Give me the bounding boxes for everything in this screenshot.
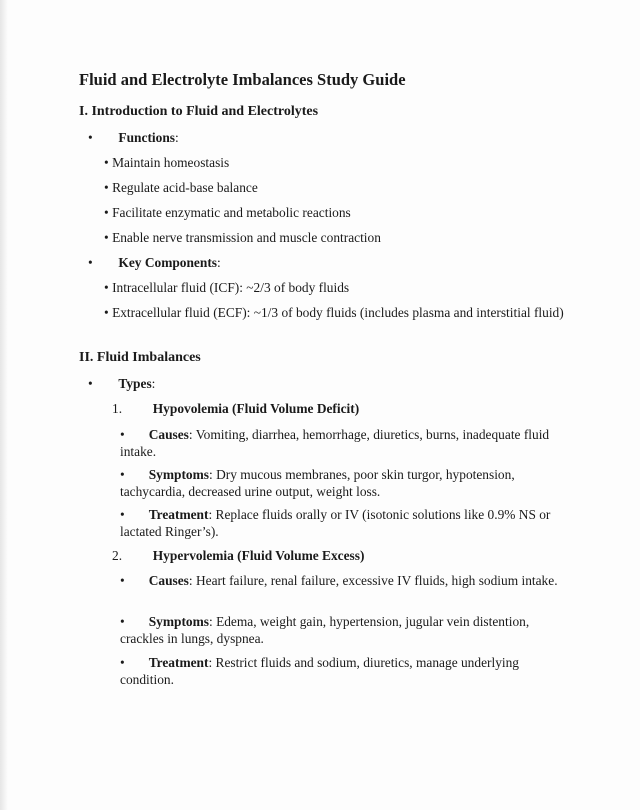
bullet-marker: •	[88, 130, 93, 145]
type-name: Hypervolemia (Fluid Volume Excess)	[152, 548, 365, 563]
type-detail-treatment: • Treatment: Replace fluids orally or IV (isotonic solutions like 0.9% NS or lactated Ringer’s).	[120, 507, 551, 539]
functions-label: Functions	[118, 130, 175, 145]
section-2-heading: II. Fluid Imbalances	[79, 350, 201, 365]
types-label: Types	[118, 376, 152, 391]
components-label: Key Components	[118, 255, 217, 270]
list-item: • Facilitate enzymatic and metabolic reactions	[104, 205, 351, 220]
type-number: 2.	[112, 548, 123, 563]
type-heading	[112, 548, 364, 564]
type-detail-treatment: • Treatment: Restrict fluids and sodium, diuretics, manage underlying condition.	[120, 655, 520, 687]
functions-heading: • Functions:	[88, 130, 179, 145]
list-item: • Extracellular fluid (ECF): ~1/3 of body fluids (includes plasma and interstitial fluid)	[104, 305, 564, 320]
list-item: • Intracellular fluid (ICF): ~2/3 of body fluids	[104, 280, 350, 295]
components-heading: • Key Components:	[88, 255, 221, 270]
types-heading: • Types:	[88, 376, 156, 391]
page-edge-shadow	[0, 0, 8, 810]
type-name: Hypovolemia (Fluid Volume Deficit)	[152, 401, 360, 416]
section-1-heading: I. Introduction to Fluid and Electrolytes	[79, 104, 319, 119]
document-title: Fluid and Electrolyte Imbalances Study Guide	[79, 70, 406, 89]
type-detail-causes: • Causes: Vomiting, diarrhea, hemorrhage, diuretics, burns, inadequate fluid intake.	[120, 427, 550, 459]
list-item: • Regulate acid-base balance	[104, 180, 258, 195]
type-number: 1.	[112, 401, 123, 416]
list-item: • Maintain homeostasis	[104, 155, 230, 170]
type-detail-causes: • Causes: Heart failure, renal failure, excessive IV fluids, high sodium intake.	[120, 573, 558, 588]
type-detail-symptoms: • Symptoms: Dry mucous membranes, poor skin turgor, hypotension, tachycardia, decreased urine output, weight loss.	[120, 467, 515, 499]
type-detail-symptoms: • Symptoms: Edema, weight gain, hypertension, jugular vein distention, crackles in lungs, dyspnea.	[120, 614, 530, 646]
type-heading	[112, 401, 359, 417]
list-item: • Enable nerve transmission and muscle contraction	[104, 230, 381, 245]
